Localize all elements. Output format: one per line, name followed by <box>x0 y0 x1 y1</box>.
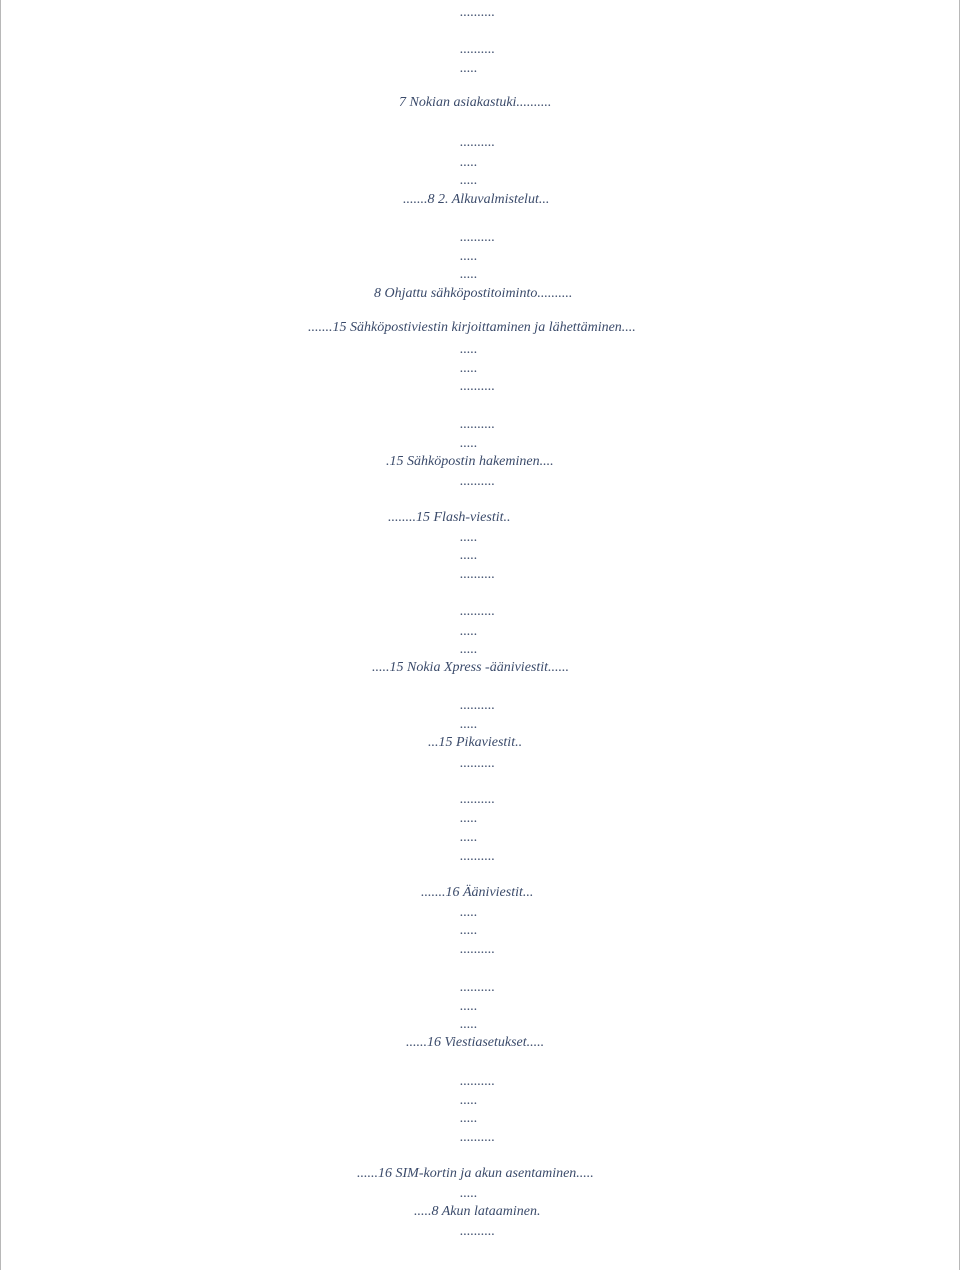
dot-leader: ..... <box>460 155 478 170</box>
dot-leader: ..... <box>460 530 478 545</box>
dot-leader: ..... <box>460 624 478 639</box>
dot-leader: ..... <box>460 267 478 282</box>
toc-entry: ...15 Pikaviestit.. <box>428 735 523 750</box>
dot-leader: ..... <box>460 1017 478 1032</box>
dot-leader: ..... <box>460 642 478 657</box>
dot-leader: ..... <box>460 905 478 920</box>
toc-entry: .....15 Nokia Xpress -ääniviestit...... <box>372 660 570 675</box>
dot-leader: .......... <box>460 1074 495 1089</box>
dot-leader: ..... <box>460 999 478 1014</box>
dot-leader: ..... <box>460 173 478 188</box>
dot-leader: ..... <box>460 717 478 732</box>
dot-leader: ..... <box>460 342 478 357</box>
dot-leader: ..... <box>460 1093 478 1108</box>
toc-entry: 8 Ohjattu sähköpostitoiminto.......... <box>374 286 573 301</box>
toc-entry: ......16 SIM-kortin ja akun asentaminen..... <box>357 1166 594 1181</box>
dot-leader: .......... <box>460 792 495 807</box>
dot-leader: .......... <box>460 849 495 864</box>
dot-leader: .......... <box>460 567 495 582</box>
dot-leader: .......... <box>460 756 495 771</box>
dot-leader: .......... <box>460 135 495 150</box>
toc-entry: .....8 Akun lataaminen. <box>414 1204 541 1219</box>
dot-leader: ..... <box>460 1111 478 1126</box>
dot-leader: ..... <box>460 249 478 264</box>
dot-leader: ..... <box>460 1186 478 1201</box>
dot-leader: ..... <box>460 361 478 376</box>
dot-leader: .......... <box>460 42 495 57</box>
dot-leader: ..... <box>460 830 478 845</box>
toc-entry: .15 Sähköpostin hakeminen.... <box>386 454 554 469</box>
dot-leader: .......... <box>460 698 495 713</box>
dot-leader: .......... <box>460 417 495 432</box>
dot-leader: .......... <box>460 1224 495 1239</box>
dot-leader: .......... <box>460 379 495 394</box>
dot-leader: ..... <box>460 548 478 563</box>
dot-leader: .......... <box>460 604 495 619</box>
toc-entry: ........15 Flash-viestit.. <box>388 510 511 525</box>
dot-leader: ..... <box>460 811 478 826</box>
toc-entry: .......15 Sähköpostiviestin kirjoittaminen ja lähettäminen.... <box>308 320 636 335</box>
dot-leader: ..... <box>460 923 478 938</box>
toc-entry: .......16 Ääniviestit... <box>421 885 534 900</box>
dot-leader: .......... <box>460 474 495 489</box>
dot-leader: ..... <box>460 436 478 451</box>
dot-leader: .......... <box>460 230 495 245</box>
dot-leader: .......... <box>460 5 495 20</box>
dot-leader: .......... <box>460 942 495 957</box>
toc-entry: .......8 2. Alkuvalmistelut... <box>403 192 550 207</box>
dot-leader: .......... <box>460 1130 495 1145</box>
dot-leader: .......... <box>460 980 495 995</box>
toc-entry: 7 Nokian asiakastuki.......... <box>399 95 552 110</box>
dot-leader: ..... <box>460 61 478 76</box>
toc-entry: ......16 Viestiasetukset..... <box>406 1035 545 1050</box>
